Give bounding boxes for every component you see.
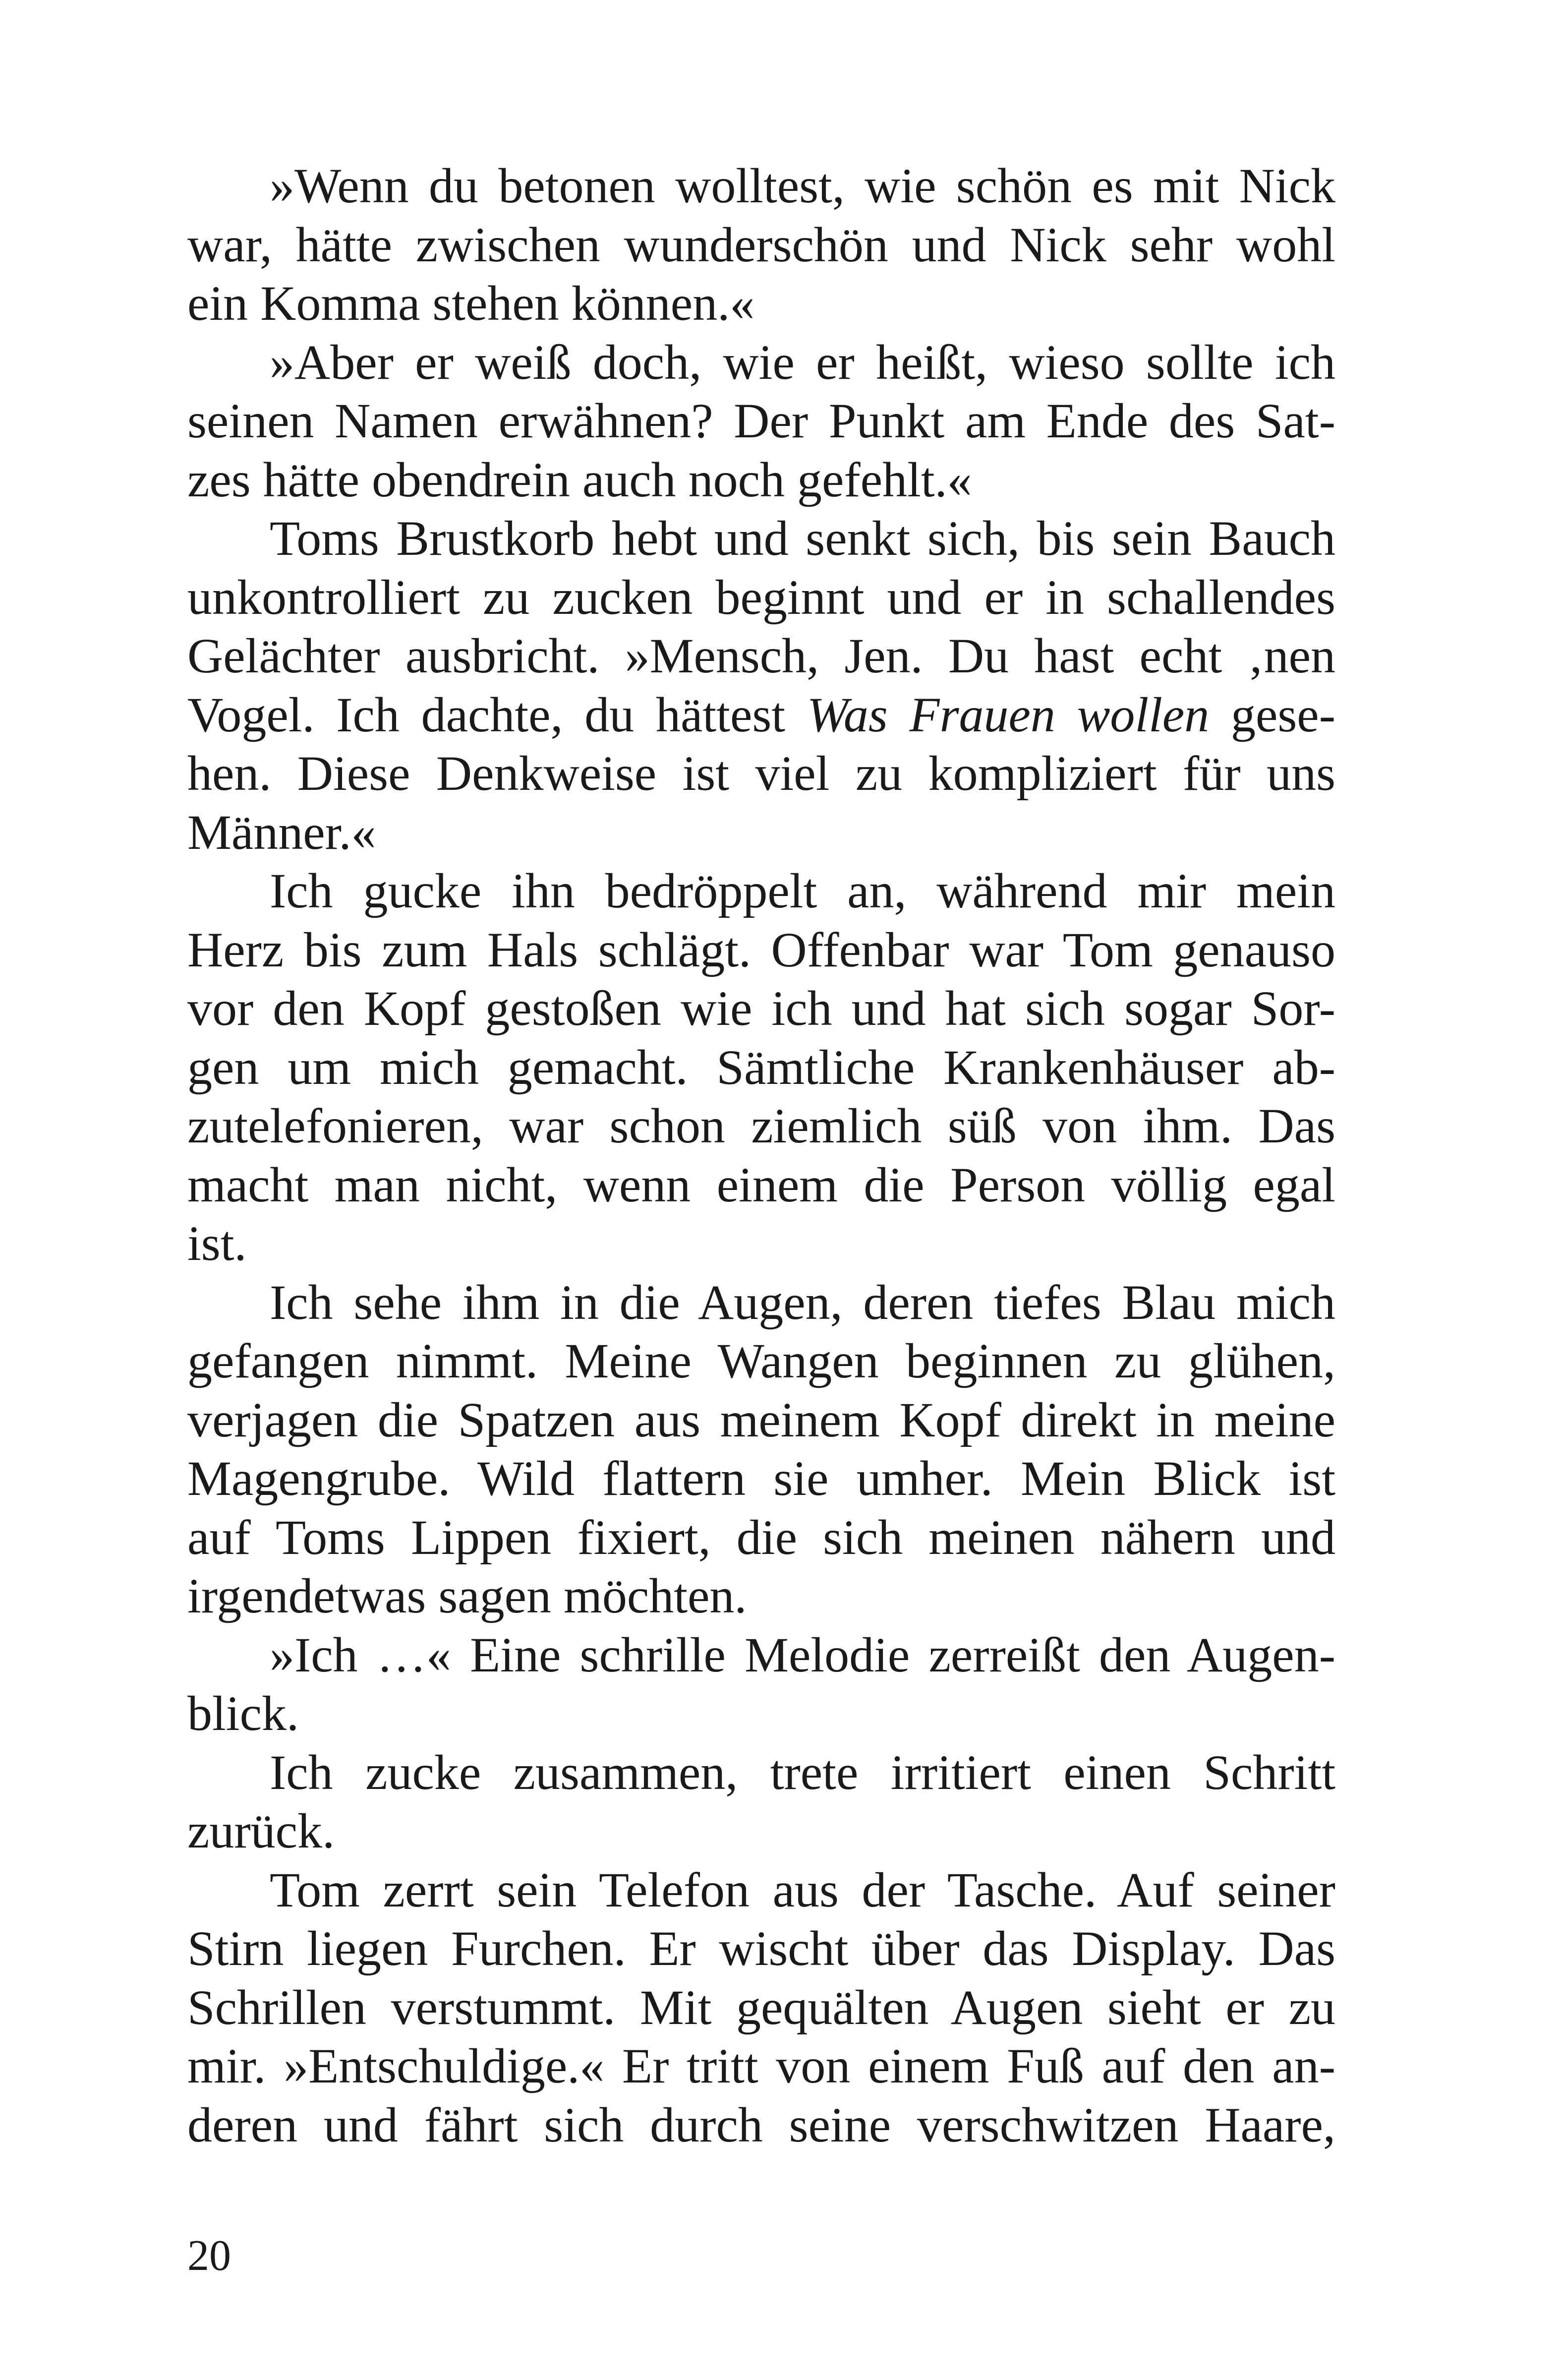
text-line: zutelefonieren, war schon ziemlich süß von ihm. Das: [187, 1098, 1335, 1153]
text-line: »Wenn du betonen wolltest, wie schön es mit Nick: [270, 158, 1335, 213]
text-line: macht man nicht, wenn einem die Person völlig egal: [187, 1157, 1335, 1212]
text-line: Ich gucke ihn bedröppelt an, während mir mein: [270, 863, 1335, 918]
text-line: Tom zerrt sein Telefon aus der Tasche. Auf seiner: [270, 1862, 1335, 1917]
text-line: gen um mich gemacht. Sämtliche Krankenhäuser ab-: [187, 1039, 1335, 1095]
text-line: unkontrolliert zu zucken beginnt und er in schallendes: [187, 569, 1335, 625]
text-line: Ich sehe ihm in die Augen, deren tiefes Blau mich: [270, 1274, 1335, 1330]
text-line: Gelächter ausbricht. »Mensch, Jen. Du hast echt ‚nen: [187, 628, 1335, 683]
text-line: deren und fährt sich durch seine verschwitzen Haare,: [187, 2097, 1335, 2152]
text-line: war, hätte zwischen wunderschön und Nick sehr wohl: [187, 217, 1335, 272]
text-line: »Aber er weiß doch, wie er heißt, wieso sollte ich: [270, 334, 1335, 390]
text-line: vor den Kopf gestoßen wie ich und hat sich sogar Sor-: [187, 981, 1335, 1036]
text-line: verjagen die Spatzen aus meinem Kopf direkt in meine: [187, 1392, 1335, 1447]
text-line: Magengrube. Wild flattern sie umher. Mein Blick ist: [187, 1451, 1335, 1506]
text-line: Stirn liegen Furchen. Er wischt über das Display. Das: [187, 1921, 1335, 1976]
film-title: Was Frauen wollen: [807, 687, 1210, 742]
text-line: gefangen nimmt. Meine Wangen beginnen zu glühen,: [187, 1333, 1335, 1388]
text-line: ist.: [187, 1216, 247, 1271]
page-number: 20: [187, 2232, 231, 2280]
text-line: blick.: [187, 1686, 299, 1741]
text-line: Herz bis zum Hals schlägt. Offenbar war Tom genauso: [187, 922, 1335, 977]
text-line: Vogel. Ich dachte, du hättest Was Frauen wollen gese-: [187, 687, 1335, 742]
body-text: [187, 157, 1335, 2154]
text-line: hen. Diese Denkweise ist viel zu kompliziert für uns: [187, 746, 1335, 801]
text-line: zurück.: [187, 1803, 335, 1858]
text-line: Ich zucke zusammen, trete irritiert einen Schritt: [270, 1744, 1335, 1800]
text-line: irgendetwas sagen möchten.: [187, 1568, 747, 1623]
text-line: Männer.«: [187, 804, 376, 860]
text-line: Toms Brustkorb hebt und senkt sich, bis sein Bauch: [270, 511, 1335, 566]
text-line: seinen Namen erwähnen? Der Punkt am Ende des Sat-: [187, 393, 1335, 448]
text-line: mir. »Entschuldige.« Er tritt von einem Fuß auf den an-: [187, 2038, 1335, 2093]
text-line: Schrillen verstummt. Mit gequälten Augen sieht er zu: [187, 1979, 1335, 2035]
text-line: ein Komma stehen können.«: [187, 276, 755, 331]
text-line: »Ich …« Eine schrille Melodie zerreißt den Augen-: [270, 1627, 1335, 1682]
text-line: zes hätte obendrein auch noch gefehlt.«: [187, 452, 972, 507]
text-line: auf Toms Lippen fixiert, die sich meinen nähern und: [187, 1509, 1335, 1565]
